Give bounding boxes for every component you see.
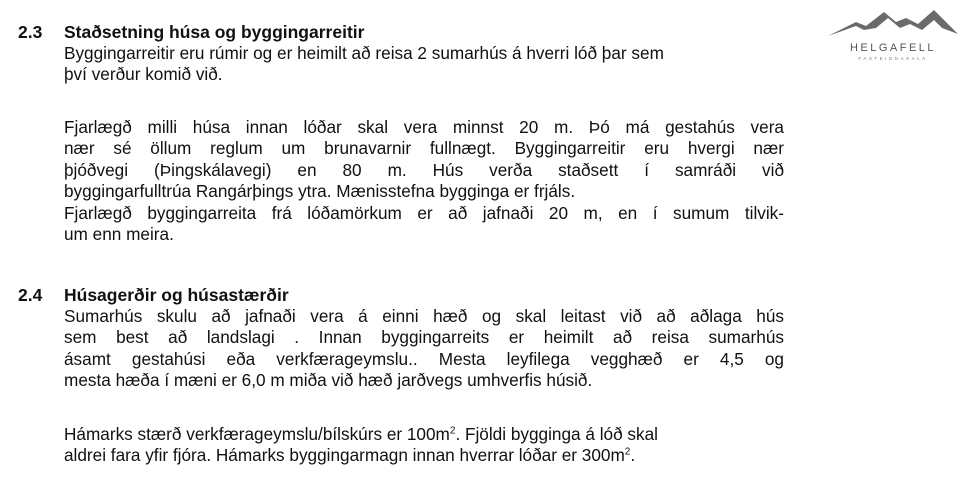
- text-line: [64, 424, 784, 445]
- mountain-icon: [826, 6, 960, 42]
- text-line: Sumarhús skulu að jafnaði vera á einni hæð og skal leitast við að aðlaga hús: [64, 306, 784, 326]
- logo-subtitle: FASTEIGNASALA: [858, 56, 928, 61]
- section-number: 2.4: [18, 285, 43, 305]
- text-line: sem best að landslagi . Innan byggingarreits er heimilt að reisa sumarhús: [64, 327, 784, 348]
- section-intro-paragraph: [64, 43, 784, 86]
- text-line: ásamt gestahúsi eða verkfærageymslu.. Mesta leyfilega vegghæð er 4,5 og: [64, 348, 784, 369]
- logo-name: HELGAFELL: [849, 42, 937, 54]
- text-line: því verður komið við.: [64, 64, 223, 85]
- section-body-paragraph: [64, 117, 784, 245]
- text-line: þjóðvegi (Þingskálavegi) en 80 m. Hús verða staðsett í samráði við: [64, 159, 784, 180]
- text-line: byggingarfulltrúa Rangárþings ytra. Mænisstefna bygginga er frjáls.: [64, 181, 576, 202]
- size-text: Hámarks stærð verkfærageymslu/bílskúrs er 100m: [64, 424, 450, 444]
- size-text-after: . Fjöldi bygginga á lóð skal: [455, 424, 658, 444]
- text-line: nær sé öllum reglum um brunavarnir fullnægt. Byggingarreitir eru hvergi nær: [64, 138, 784, 159]
- size-text: aldrei fara yfir fjóra. Hámarks byggingarmagn innan hverrar lóðar er 300m: [64, 445, 625, 466]
- section-title: Húsagerðir og húsastærðir: [64, 285, 289, 305]
- text-line: um enn meira.: [64, 224, 174, 245]
- helgafell-logo: [826, 6, 960, 68]
- superscript: 2: [449, 425, 456, 437]
- size-text-after: .: [630, 445, 636, 466]
- section-title: Staðsetning húsa og byggingarreitir: [64, 22, 365, 42]
- section-number: 2.3: [18, 22, 43, 42]
- superscript: 2: [624, 446, 631, 458]
- size-limits-paragraph: [64, 424, 784, 467]
- text-line: Byggingarreitir eru rúmir og er heimilt að reisa 2 sumarhús á hverri lóð þar sem: [64, 43, 664, 63]
- text-line: Fjarlægð byggingarreita frá lóðamörkum er að jafnaði 20 m, en í sumum tilvik-: [64, 202, 784, 223]
- text-line: Fjarlægð milli húsa innan lóðar skal vera minnst 20 m. Þó má gestahús vera: [64, 117, 784, 137]
- text-line: mesta hæða í mæni er 6,0 m miða við hæð jarðvegs umhverfis húsið.: [64, 370, 593, 391]
- text-line: [64, 445, 784, 466]
- section-body-paragraph: [64, 306, 784, 392]
